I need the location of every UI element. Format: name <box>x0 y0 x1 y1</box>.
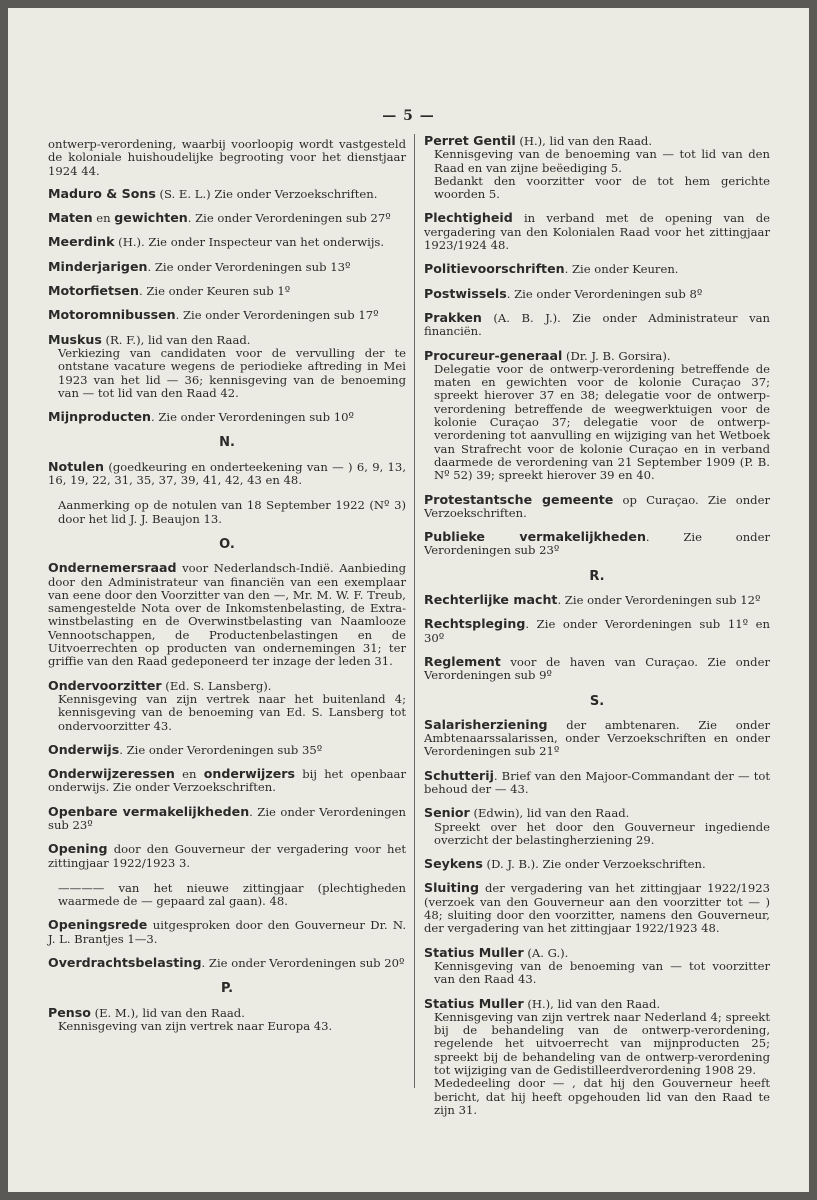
index-entry-perret-gentil-detail: Kennisgeving van de benoeming van — tot lid van den Raad en van zijne beëediging 5. <box>434 147 770 175</box>
index-entry-procureur-generaal-detail: Delegatie voor de ontwerp-verordening betreffende de maten en gewichten voor de kolonie Curaçao 37; spreekt hierover 37 en 38; delegatie voor de ontwerp-verordening betreffende de weegwerktuigen voor de kolonie Curaçao 37; delegatie voor de ontwerp-verordening tot aanvulling en wijziging van het Wetboek van Strafrecht voor de kolonie Curaçao en in verband daarmede de verordening van 21 September 1909 (P. B. Nº 52) 39; spreekt hierover 39 en 40. <box>434 361 770 483</box>
index-entry-plechtigheid: Plechtigheid in verband met de opening van de vergadering van den Kolonialen Raad voor het zittingjaar 1923/1924 48. <box>424 210 770 253</box>
index-entry-maduro: Maduro & Sons (S. E. L.) Zie onder Verzoekschriften. <box>48 185 378 201</box>
column-divider <box>414 134 415 1088</box>
section-heading-n: N. <box>219 435 235 451</box>
index-entry-seykens: Seykens (D. J. B.). Zie onder Verzoekschriften. <box>424 856 706 872</box>
index-entry-opening-detail: ———— van het nieuwe zittingjaar (plechtigheden waarmede de — gepaard zal gaan). 48. <box>58 880 406 909</box>
page-number: — 5 — <box>382 108 435 124</box>
page-sheet <box>8 8 809 1192</box>
index-entry-salarisherziening: Salarisherziening der ambtenaren. Zie onder Ambtenaarssalarissen, onder Verzoekschriften en onder Verordeningen sub 21º <box>424 716 770 759</box>
index-entry-statius-muller-h-detail-2: Mededeeling door — , dat hij den Gouverneur heeft bericht, dat hij heeft opgehouden lid van den Raad te zijn 31. <box>434 1076 770 1117</box>
index-entry-openbare-vermakelijkheden: Openbare vermakelijkheden. Zie onder Verordeningen sub 23º <box>48 803 406 832</box>
index-entry-statius-muller-h: Statius Muller (H.), lid van den Raad. <box>424 995 661 1011</box>
index-entry-sluiting: Sluiting der vergadering van het zittingjaar 1922/1923 (verzoek van den Gouverneur aan den voorzitter tot — ) 48; sluiting door den voorzitter, namens den Gouverneur, der vergadering van het zittingjaar 1922/1923 48. <box>424 880 770 936</box>
index-entry-notulen: Notulen (goedkeuring en onderteekening van — ) 6, 9, 13, 16, 19, 22, 31, 35, 37, 39, 41, 42, 43 en 48. <box>48 458 406 488</box>
section-heading-r: R. <box>589 568 605 584</box>
index-entry-continuation: ontwerp-verordening, waarbij voorloopig wordt vastgesteld de koloniale huishoudelijke begrooting voor het dienstjaar 1924 44. <box>48 137 406 178</box>
index-entry-perret-gentil-detail-2: Bedankt den voorzitter voor de tot hem gerichte woorden 5. <box>434 173 770 202</box>
index-entry-overdrachtsbelasting: Overdrachtsbelasting. Zie onder Verordeningen sub 20º <box>48 955 405 971</box>
index-entry-prakken: Prakken (A. B. J.). Zie onder Administrateur van financiën. <box>424 309 770 339</box>
index-entry-statius-muller-h-detail: Kennisgeving van zijn vertrek naar Nederland 4; spreekt bij de behandeling van de ontwerp-verordening, regelende het uitvoerrecht van mijnproducten 25; spreekt bij de behandeling van de ontwerp-verordening tot wijziging van de Gedistilleerdverordening 1908 29. <box>434 1009 770 1078</box>
index-entry-mijnproducten: Mijnproducten. Zie onder Verordeningen sub 10º <box>48 409 354 425</box>
index-entry-penso: Penso (E. M.), lid van den Raad. <box>48 1004 245 1020</box>
index-entry-schutterij: Schutterij. Brief van den Majoor-Commandant der — tot behoud der — 43. <box>424 767 770 796</box>
index-entry-ondervoorzitter: Ondervoorzitter (Ed. S. Lansberg). <box>48 677 272 693</box>
index-entry-openingsrede: Openingsrede uitgesproken door den Gouverneur Dr. N. J. L. Brantjes 1—3. <box>48 917 406 946</box>
index-entry-postwissels: Postwissels. Zie onder Verordeningen sub 8º <box>424 285 703 301</box>
section-heading-s: S. <box>589 693 605 709</box>
index-entry-maten: Maten en gewichten. Zie onder Verordeningen sub 27º <box>48 210 391 226</box>
index-entry-muskus: Muskus (R. F.), lid van den Raad. <box>48 331 251 347</box>
index-entry-penso-detail: Kennisgeving van zijn vertrek naar Europa 43. <box>58 1018 333 1033</box>
index-entry-senior: Senior (Edwin), lid van den Raad. <box>424 805 630 821</box>
index-entry-muskus-detail: Verkiezing van candidaten voor de vervulling der te ontstane vacature wegens de periodieke aftreding in Mei 1923 van het lid — 36; kennisgeving van de benoeming van — tot lid van den Raad 42. <box>58 345 406 400</box>
index-entry-motoromnibussen: Motoromnibussen. Zie onder Verordeningen sub 17º <box>48 307 379 323</box>
section-heading-o: O. <box>219 536 235 552</box>
index-entry-senior-detail: Spreekt over het door den Gouverneur ingediende overzicht der belastingherziening 29. <box>434 819 770 847</box>
index-entry-onderwijzeressen: Onderwijzeressen en onderwijzers bij het openbaar onderwijs. Zie onder Verzoekschriften. <box>48 766 406 795</box>
index-entry-reglement: Reglement voor de haven van Curaçao. Zie onder Verordeningen sub 9º <box>424 653 770 683</box>
index-entry-meerdink: Meerdink (H.). Zie onder Inspecteur van het onderwijs. <box>48 234 385 250</box>
index-entry-politievoorschriften: Politievoorschriften. Zie onder Keuren. <box>424 261 679 277</box>
index-entry-perret-gentil: Perret Gentil (H.), lid van den Raad. <box>424 133 653 148</box>
index-entry-ondernemersraad: Ondernemersraad voor Nederlandsch-Indië. Aanbieding door den Administrateur van financiën van een exemplaar van eene door den Voorzitter van den —, Mr. M. W. F. Treub, samengestelde Nota over de Inkomstenbelasting, de Extra-winstbelasting en de Overwinstbelasting van Naamlooze Vennootschappen, de Productenbelastingen en de Uitvoerrechten op producten van ondernemingen 31; ter griffie van den Raad gedeponeerd ter inzage der leden 31. <box>48 560 406 669</box>
index-entry-publieke-vermakelijkheden: Publieke vermakelijkheden. Zie onder Verordeningen sub 23º <box>424 529 770 558</box>
index-entry-rechterlijke-macht: Rechterlijke macht. Zie onder Verordeningen sub 12º <box>424 592 761 608</box>
index-entry-motorfietsen: Motorfietsen. Zie onder Keuren sub 1º <box>48 283 291 299</box>
left-column <box>48 134 406 1033</box>
index-entry-protestantsche-gemeente: Protestantsche gemeente op Curaçao. Zie onder Verzoekschriften. <box>424 491 770 520</box>
index-entry-procureur-generaal: Procureur-generaal (Dr. J. B. Gorsira). <box>424 347 671 363</box>
index-entry-opening: Opening door den Gouverneur der vergadering voor het zittingjaar 1922/1923 3. <box>48 841 406 870</box>
index-entry-minderjarigen: Minderjarigen. Zie onder Verordeningen sub 13º <box>48 258 351 274</box>
index-entry-rechtspleging: Rechtspleging. Zie onder Verordeningen sub 11º en 30º <box>424 616 770 645</box>
section-heading-p: P. <box>220 981 234 997</box>
index-entry-notulen-detail: Aanmerking op de notulen van 18 September 1922 (Nº 3) door het lid J. J. Beaujon 13. <box>58 498 406 526</box>
right-column <box>424 134 770 1117</box>
index-entry-statius-muller-ag-detail: Kennisgeving van de benoeming van — tot voorzitter van den Raad 43. <box>434 958 770 987</box>
index-entry-statius-muller-ag: Statius Muller (A. G.). <box>424 944 569 960</box>
index-entry-ondervoorzitter-detail: Kennisgeving van zijn vertrek naar het buitenland 4; kennisgeving van de benoeming van Ed. S. Lansberg tot ondervoorzitter 43. <box>58 691 406 733</box>
index-entry-onderwijs: Onderwijs. Zie onder Verordeningen sub 35º <box>48 741 323 757</box>
